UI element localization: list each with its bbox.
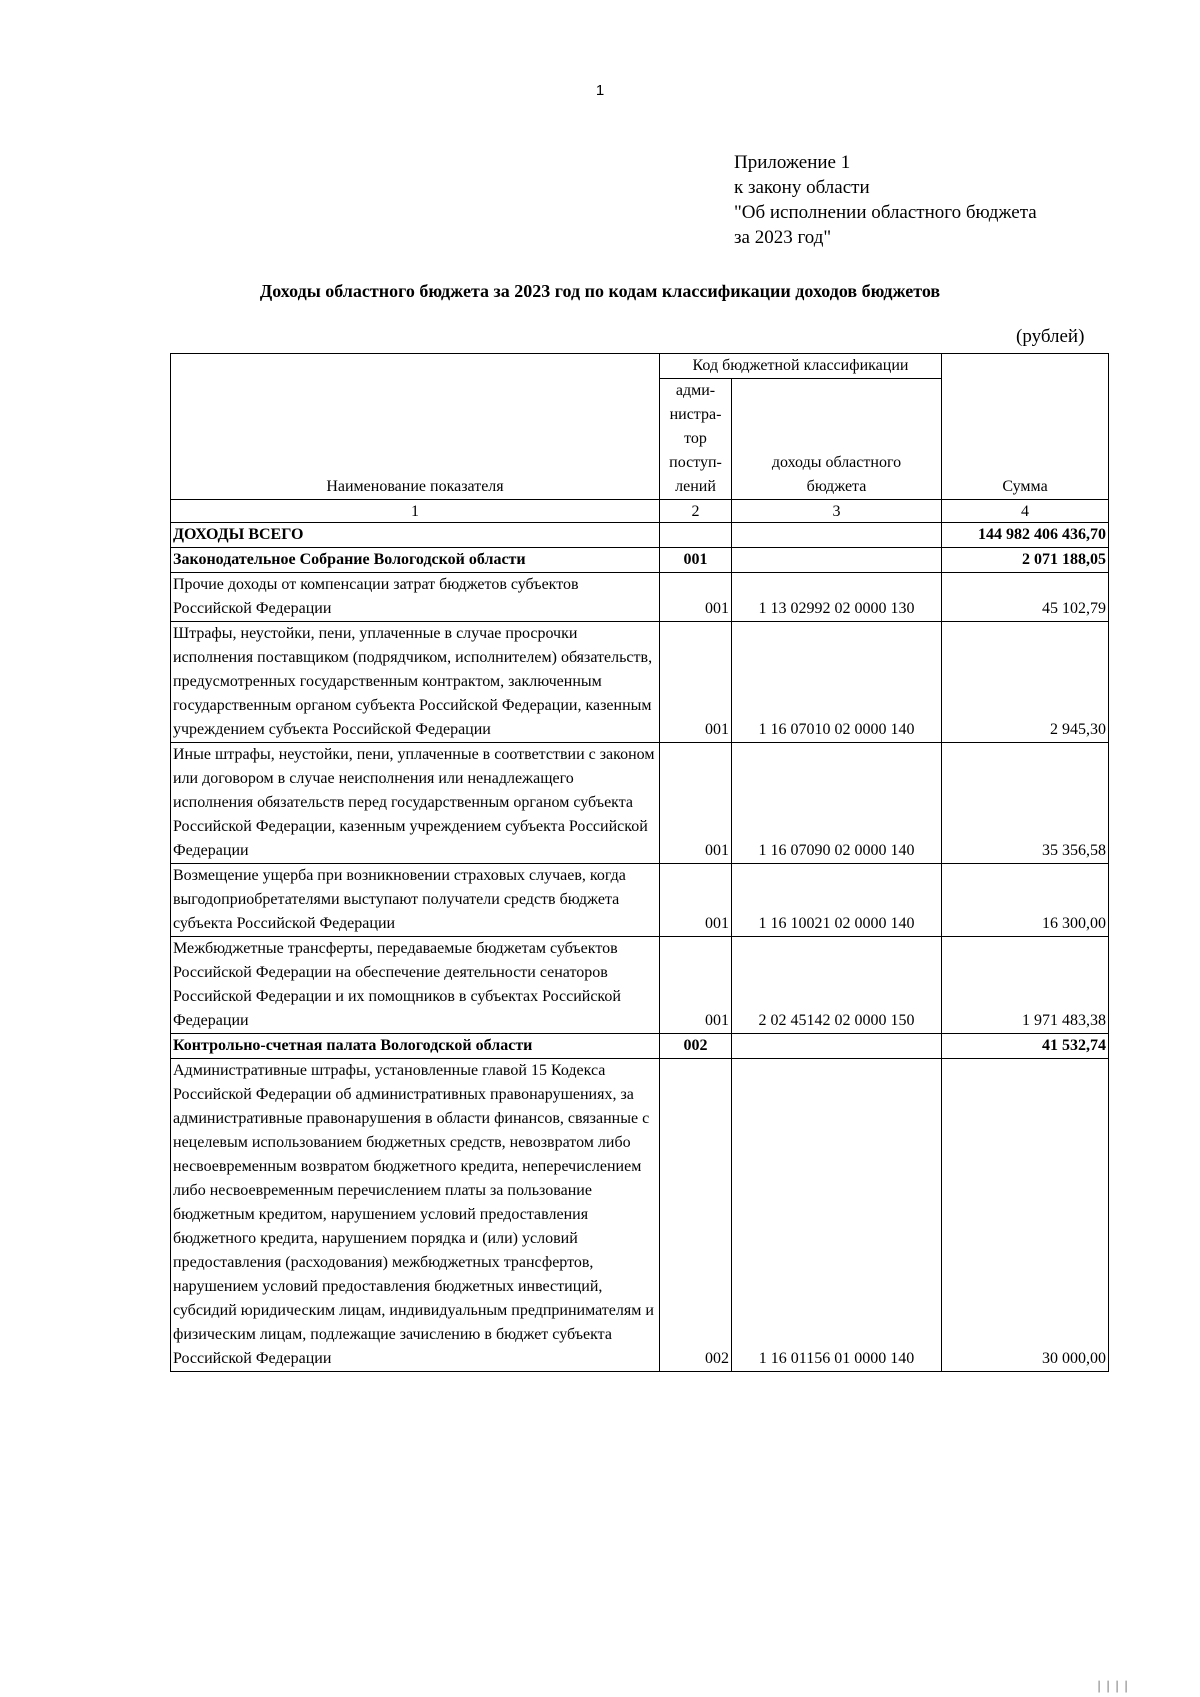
row-income-code: 2 02 45142 02 0000 150 [732,937,942,1034]
row-sum: 16 300,00 [942,864,1109,937]
appendix-line-2: к закону области [734,177,870,198]
row-name: Возмещение ущерба при возникновении страховых случаев, когда выгодоприобретателями выступают получатели средств бюджета субъекта Российской Федерации [171,864,660,937]
table-section-row [171,1034,1109,1059]
row-income-code: 1 13 02992 02 0000 130 [732,573,942,622]
row-sum: 1 971 483,38 [942,937,1109,1034]
row-income-code [732,1034,942,1059]
row-name: Иные штрафы, неустойки, пени, уплаченные в соответствии с законом или договором в случае неисполнения или ненадлежащего исполнения обязательств перед государственным органом субъекта Российской Федерации, казенным учреждением субъекта Российской Федерации [171,743,660,864]
appendix-line-1: Приложение 1 [734,152,851,173]
row-income-code: 1 16 10021 02 0000 140 [732,864,942,937]
row-name: Контрольно-счетная палата Вологодской области [171,1034,660,1059]
row-sum: 2 945,30 [942,622,1109,743]
header-code-group: Код бюджетной классификации [660,354,942,379]
row-sum: 45 102,79 [942,573,1109,622]
row-admin-code: 001 [660,743,732,864]
row-name: Законодательное Собрание Вологодской области [171,548,660,573]
header-admin: адми- нистра- тор поступ- лений [660,379,732,500]
row-name: Прочие доходы от компенсации затрат бюджетов субъектов Российской Федерации [171,573,660,622]
row-sum: 41 532,74 [942,1034,1109,1059]
row-income-code [732,548,942,573]
row-sum: 144 982 406 436,70 [942,523,1109,548]
table-row [171,937,1109,1034]
column-numbers-row [171,500,1109,523]
row-admin-code: 001 [660,622,732,743]
units-label: (рублей) [1016,326,1085,347]
column-number: 3 [732,500,942,523]
table-row [171,743,1109,864]
row-name: Штрафы, неустойки, пени, уплаченные в случае просрочки исполнения поставщиком (подрядчиком, исполнителем) обязательств, предусмотренных государственным контрактом, заключенным государственным органом субъекта Российской Федерации, казенным учреждением субъекта Российской Федерации [171,622,660,743]
row-sum: 35 356,58 [942,743,1109,864]
row-income-code: 1 16 01156 01 0000 140 [732,1059,942,1372]
row-sum: 30 000,00 [942,1059,1109,1372]
header-sum: Сумма [942,354,1109,500]
row-income-code: 1 16 07010 02 0000 140 [732,622,942,743]
row-name: Межбюджетные трансферты, передаваемые бюджетам субъектов Российской Федерации на обеспечение деятельности сенаторов Российской Федерации и их помощников в субъектах Российской Федерации [171,937,660,1034]
page-number: 1 [595,82,605,99]
header-name: Наименование показателя [171,354,660,500]
row-name: Административные штрафы, установленные главой 15 Кодекса Российской Федерации об административных правонарушениях, за административные правонарушения в области финансов, связанные с нецелевым использованием бюджетных средств, невозвратом либо несвоевременным возвратом бюджетного кредита, неперечислением либо несвоевременным перечислением платы за пользование бюджетным кредитом, нарушением условий предоставления бюджетного кредита, нарушением порядка и (или) условий предоставления (расходования) межбюджетных трансфертов, нарушением условий предоставления бюджетных инвестиций, субсидий юридическим лицам, индивидуальным предпринимателям и физическим лицам, подлежащие зачислению в бюджет субъекта Российской Федерации [171,1059,660,1372]
column-number: 1 [171,500,660,523]
table-section-row [171,548,1109,573]
table-row [171,864,1109,937]
row-income-code: 1 16 07090 02 0000 140 [732,743,942,864]
row-sum: 2 071 188,05 [942,548,1109,573]
table-section-row [171,523,1109,548]
row-admin-code: 001 [660,573,732,622]
row-admin-code: 001 [660,937,732,1034]
table-row [171,1059,1109,1372]
income-table [170,353,1109,1372]
row-name: ДОХОДЫ ВСЕГО [171,523,660,548]
appendix-line-4: за 2023 год" [734,227,832,248]
table-row [171,573,1109,622]
document-title: Доходы областного бюджета за 2023 год по кодам классификации доходов бюджетов [259,281,941,301]
header-row-top [171,354,1109,379]
row-income-code [732,523,942,548]
row-admin-code: 001 [660,864,732,937]
row-admin-code: 001 [660,548,732,573]
appendix-note [734,150,1037,250]
row-admin-code: 002 [660,1034,732,1059]
row-admin-code [660,523,732,548]
table-row [171,622,1109,743]
appendix-line-3: "Об исполнении областного бюджета [734,202,1037,223]
column-number: 2 [660,500,732,523]
header-income-code: доходы областного бюджета [732,379,942,500]
row-admin-code: 002 [660,1059,732,1372]
column-number: 4 [942,500,1109,523]
scan-marks: ││││ [1096,1682,1133,1693]
